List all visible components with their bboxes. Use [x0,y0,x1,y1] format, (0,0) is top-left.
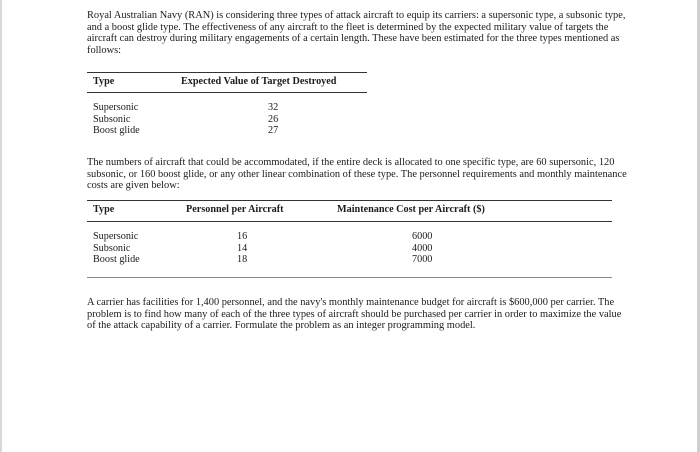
cost-cell: 4000 [412,242,433,254]
table-header-rule [87,92,367,93]
table-header-rule [87,221,612,222]
type-cell: Boost glide [93,125,140,136]
table-top-rule [87,200,612,201]
type-column [93,102,140,137]
value-cell: 32 [268,102,279,113]
personnel-cell: 18 [237,254,248,265]
table-header-personnel: Personnel per Aircraft [186,204,284,215]
value-column [268,102,278,137]
cost-column [412,231,432,266]
type-cell: Boost glide [93,254,140,265]
type-cell: Supersonic [93,231,139,242]
intro-paragraph: Royal Australian Navy (RAN) is considering three types of attack aircraft to equip its carriers: a supersonic type, a subsonic type, and a boost glide type. The effectiveness of any aircraft to the fleet is determined by the expected military value of targets the aircraft can destroy during military engagements of a certain length. These have been estimated for the three types mentioned as follows: [87,10,626,56]
personnel-cell: 16 [237,231,248,242]
table-bottom-rule [87,277,612,278]
type-column [93,231,140,266]
type-cell: Subsonic [93,242,131,254]
table-top-rule [87,72,367,73]
type-cell: Supersonic [93,102,139,113]
personnel-cost-table [87,200,612,280]
table-header-type: Type [93,204,115,215]
value-cell: 26 [268,113,279,125]
value-cell: 27 [268,125,279,136]
cost-cell: 6000 [412,231,433,242]
personnel-cell: 14 [237,242,248,254]
personnel-column [237,231,247,266]
cost-cell: 7000 [412,254,433,265]
table-header-expected-value: Expected Value of Target Destroyed [181,76,337,87]
left-edge-border [0,0,2,452]
final-paragraph: A carrier has facilities for 1,400 personnel, and the navy's monthly maintenance budget for aircraft is $600,000 per carrier. The problem is to find how many of each of the three types of aircraft should be purchased per carrier in order to maximize the value of the attack capability of a carrier. Formulate the problem as an integer programming model. [87,297,622,332]
target-value-table [87,72,367,148]
middle-paragraph: The numbers of aircraft that could be accommodated, if the entire deck is allocated to one specific type, are 60 supersonic, 120 subsonic, or 160 boost glide, or any other linear combination of these type. The personnel requirements and monthly maintenance costs are given below: [87,157,627,192]
table-header-type: Type [93,76,115,87]
type-cell: Subsonic [93,113,131,125]
table-header-maintenance-cost: Maintenance Cost per Aircraft ($) [337,204,485,215]
